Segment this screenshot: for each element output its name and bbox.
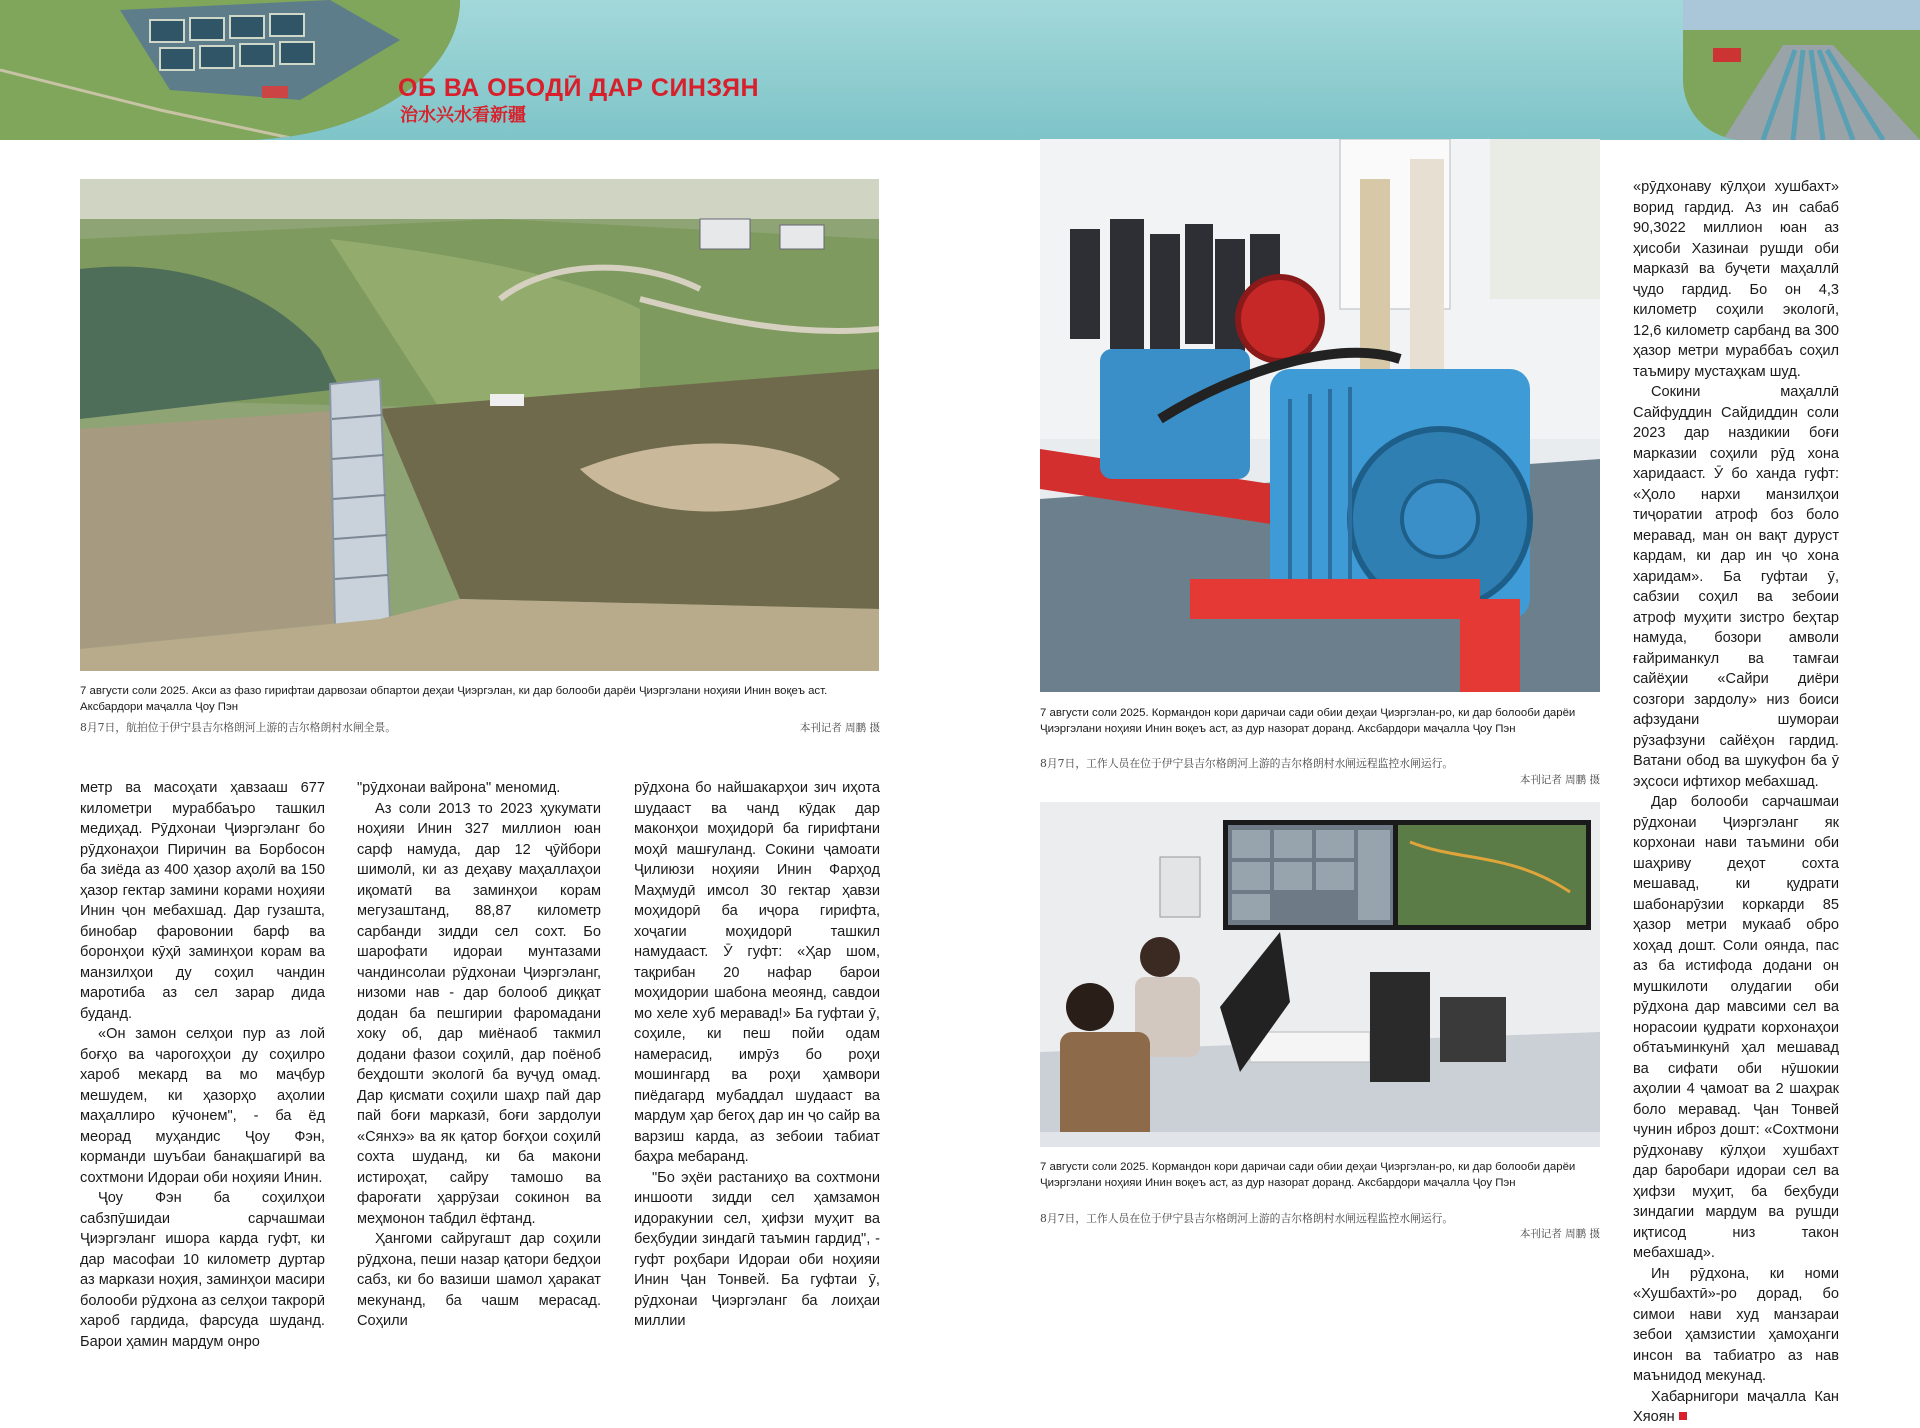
column2-paragraph: Аз соли 2013 то 2023 ҳукумати ноҳияи Инин 327 миллион юан сарф намуда, дар 12 ҷӯйбори шимолӣ, ки аз деҳаву маҳаллаҳои иқоматӣ ва заминҳои корам мегузаштанд, 88,87 километр сарбанди зидди сел сохт. Бо шарофати идораи мунтазами чандинсолаи рӯдхонаи Ҷиэргэланг, низоми нав - дар болооб диққат додан ба пешгирии фаромадани хоку об, дар миёнаоб такмил додани фазои соҳилӣ, дар поёноб беҳдошти экологӣ ба вуҷуд омад. Дар қисмати соҳили шаҳр пай дар пай боғи марказӣ, боғи зардолуи «Сянхэ» ва як қатор боғҳои соҳилӣ сохта шуданд, ки ба макони истироҳат, сайру тамошо ва фароғати ҳаррӯзаи сокинон ва меҳмонон табдил ёфтанд. bbox=[357, 800, 601, 1227]
column3-paragraph: рӯдхона бо найшакарҳои зич иҳота шудааст ва чанд кӯдак дар маконҳои моҳидорӣ ба гирифтани моҳӣ машғуланд. Сокини ҷамоати Ҷилиюзи ноҳияи Инин Фарҳод Маҳмудӣ имсол 30 гектар ҳавзи моҳидорӣ ба иҷора гирифта, хоҷагии моҳидорӣ ташкил намудааст. Ӯ гуфт: «Ҳар шом, тақрибан 20 нафар барои моҳидории шабона меоянд, савдои мо хеле хуб меравад!» Ба гуфтаи ӯ, соҳиле, ки пеш пойи одам намерасид, имрӯз бо роҳи мошингард ва роҳи ҳамвори пиёдагард мубаддал шудааст ва мардум ҳар бегоҳ дар ин ҷо сайр ва варзиш карда, аз зебоии табиат баҳра мебаранд. bbox=[634, 780, 880, 1165]
article-column-3 bbox=[634, 778, 880, 1332]
byline-row bbox=[1633, 1387, 1839, 1428]
photo2-caption: 7 августи соли 2025. Кормандон кори даричаи сади обии деҳаи Ҷиэргэлан-ро, ки дар болооби дарёи Ҷиэргэлани ноҳияи Инин воқеъ аст, аз дур назорат доранд. Аксбардори маҷалла Ҷоу Пэн bbox=[1040, 707, 1576, 735]
photo-remote-monitoring-room bbox=[1040, 802, 1600, 1147]
article-column-2 bbox=[357, 778, 601, 1332]
header-title: ОБ ВА ОБОДӢ ДАР СИНЗЯН bbox=[398, 74, 760, 102]
photo3-caption-chinese: 8月7日，工作人员在位于伊宁县吉尔格朗河上游的吉尔格朗村水闸远程监控水闸运行。 bbox=[1040, 1212, 1454, 1225]
photo1-caption: 7 августи соли 2025. Акси аз фазо гирифтаи дарвозаи обпартои деҳаи Ҷиэргэлан, ки дар болооби дарёи Ҷиэргэлани ноҳияи Инин воқеъ аст. Аксбардори маҷалла Ҷоу Пэн bbox=[80, 685, 828, 713]
article-column-4 bbox=[1633, 177, 1839, 1428]
column4-paragraph: Дар болооби сарчашмаи рӯдхонаи Ҷиэргэланг як корхонаи нави таъмини оби шаҳриву деҳот сохта мешавад, ки қудрати шабонарӯзии коркарди 85 ҳазор метри мукааб обро хоҳад дошт. Соли оянда, пас аз ба истифода додани он мушкилоти олудагии оби рӯдхона дар мавсими сел ва норасоии қудрати корхонаҳои обтаъминкунӣ ҳал мешавад ва сифати оби нӯшокии аҳолии 4 ҷамоат ва 2 шаҳрак боло меравад. Ҷан Тонвей чунин иброз дошт: «Сохтмони рӯдхонаву кӯлҳои хушбахт дар баробари идораи сел ва ҳифзи муҳит, ба беҳбуди зиндагии мардум ва рушди иқтисод низ такон мебахшад». bbox=[1633, 794, 1839, 1261]
photo3-credit: 本刊记者 周鹏 摄 bbox=[1519, 1228, 1600, 1240]
photo-aerial-sluice-gate bbox=[80, 179, 879, 671]
photo1-caption-chinese: 8月7日，航拍位于伊宁县吉尔格朗河上游的吉尔格朗村水闸全景。 bbox=[80, 721, 397, 734]
end-mark-icon bbox=[1679, 1412, 1687, 1420]
column4-paragraph: «рӯдхонаву кӯлҳои хушбахт» ворид гардид. Аз ин сабаб 90,3022 миллион юан аз ҳисоби Хазинаи рушди оби марказӣ ва буҷети маҳаллӣ ҷудо гардид. Бо он 4,3 километр соҳили экологӣ, 12,6 километр сарбанд ва 300 ҳазор метри мураббаъ соҳил таъмиру мустаҳкам шуд. bbox=[1633, 179, 1839, 380]
column1-paragraph: Ҷоу Фэн ба соҳилҳои сабзпӯшидаи сарчашмаи Ҷиэргэланг ишора карда гуфт, ки дар масофаи 10 километр дуртар аз маркази ноҳия, заминҳои масири болооби рӯдхона аз селҳои такрорӣ хароб гардида, фарсуда шуданд. Барои ҳамин мардум онро bbox=[80, 1190, 325, 1350]
photo-gate-motor-room bbox=[1040, 139, 1600, 692]
photo2-caption-chinese: 8月7日，工作人员在位于伊宁县吉尔格朗河上游的吉尔格朗村水闸远程监控水闸运行。 bbox=[1040, 757, 1454, 770]
byline: Хабарнигори маҷалла Кан Хяоян bbox=[1633, 1388, 1839, 1425]
column1-paragraph: «Он замон селҳои пур аз лой боғҳо ва чарогоҳҳои ду соҳилро хароб мекард ва мо маҷбур мешудем, ки ҳазорҳо аҳолии маҳаллиро кӯчонем", - ба ёд меорад муҳандис Ҷоу Фэн, корманди шуъбаи банақшагирӣ ва сохтмони Идораи оби ноҳияи Инин. bbox=[80, 1026, 325, 1186]
header-subtitle: 治水兴水看新疆 bbox=[400, 105, 526, 125]
article-column-1 bbox=[80, 778, 325, 1352]
photo3-caption: 7 августи соли 2025. Кормандон кори даричаи сади обии деҳаи Ҷиэргэлан-ро, ки дар болооби дарёи Ҷиэргэлани ноҳияи Инин воқеъ аст, аз дур назорат доранд. Аксбардори маҷалла Ҷоу Пэн bbox=[1040, 1161, 1576, 1189]
column4-paragraph: Сокини маҳаллӣ Сайфуддин Сайдиддин соли 2023 дар наздикии боғи марказии соҳили рӯд хона харидааст. Ӯ бо ханда гуфт: «Ҳоло нархи манзилҳои тиҷоратии атроф боз боло меравад, ман он вақт дуруст кардам, ки дар ин ҷо хона харидам». Ба гуфтаи ӯ, сабзии соҳил ва зебоии атроф муҳити зистро беҳтар намуда, бозори амволи ғайриманкул ва тамғаи сайёҳии «Сайри диёри созгори зардолу» низ боиси афзудани шумораи рӯзафзуни сайёҳон гардид. Ватани обод ва шукуфон ба ӯ эҳсоси ифтихор мебахшад. bbox=[1633, 384, 1839, 790]
photo1-credit: 本刊记者 周鹏 摄 bbox=[799, 722, 880, 734]
header-photo-hatchery bbox=[1683, 0, 1920, 140]
column2-paragraph: Ҳангоми сайругашт дар соҳили рӯдхона, пеши назар қатори бедҳои сабз, ки бо вазиши шамол ҳаракат мекунанд, ба чашм мерасад. Соҳили bbox=[357, 1231, 601, 1329]
photo2-credit: 本刊记者 周鹏 摄 bbox=[1519, 774, 1600, 786]
column1-paragraph: метр ва масоҳати ҳавзааш 677 километри мураббаъро ташкил медиҳад. Рӯдхонаи Ҷиэргэланг бо рӯдхонаҳои Пиричин ва Борбосон ба зиёда аз 400 ҳазор аҳолӣ ва 150 ҳазор гектар замини корами ноҳияи Инин ҷон мебахшад. Дар гузашта, бинобар фаровонии барф ва боронҳои кӯҳӣ заминҳои корам ва манзилҳои ду соҳил чандин маротиба аз сел зарар дида буданд. bbox=[80, 780, 325, 1022]
column4-paragraph: Ин рӯдхона, ки номи «Хушбахтӣ»-ро дорад, бо симои нави худ манзараи зебои ҳамзистии ҳамоҳанги инсон ва табиатро аз нав маънидод мекунад. bbox=[1633, 1265, 1839, 1384]
column2-paragraph: "рӯдхонаи вайрона" меномид. bbox=[357, 780, 561, 796]
column3-paragraph: "Бо эҳёи растаниҳо ва сохтмони иншооти зидди сел ҳамзамон идоракунии сел, ҳифзи муҳит ва беҳбудии зиндагӣ таъмин гардид", - гуфт роҳбари Идораи оби ноҳияи Инин Ҷан Тонвей. Ба гуфтаи ӯ, рӯдхонаи Ҷиэргэланг ба лоиҳаи миллии bbox=[634, 1169, 880, 1329]
